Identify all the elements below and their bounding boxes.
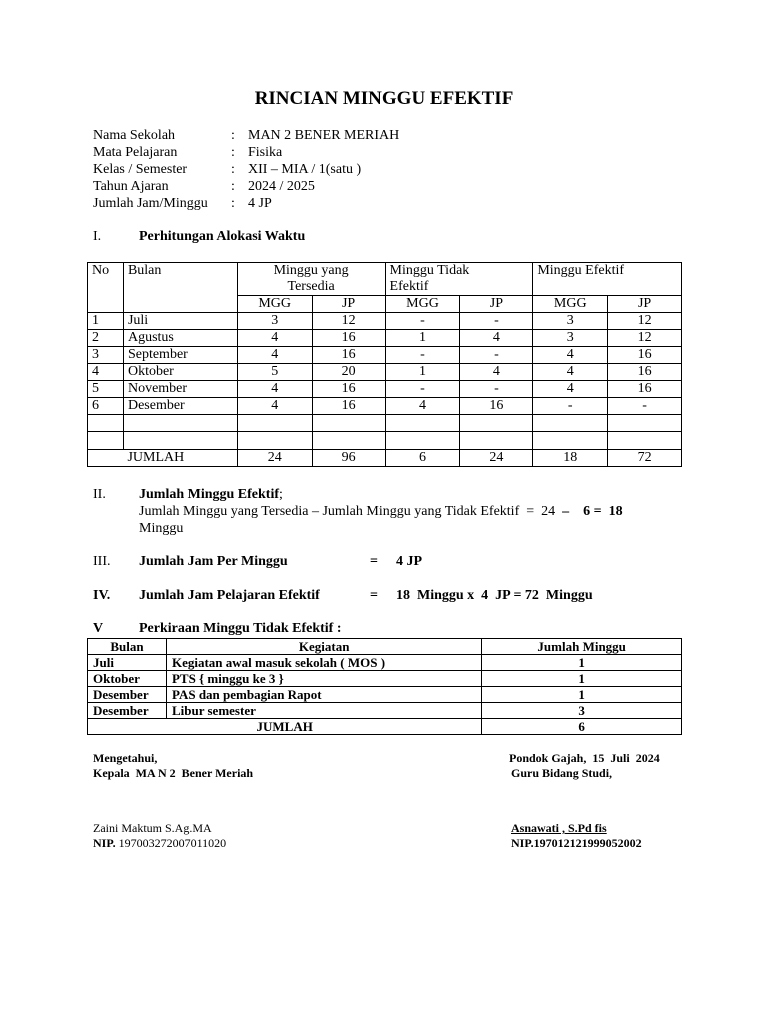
- section-2-number: II.: [93, 487, 106, 502]
- cell-efektif-mgg: 4: [533, 347, 608, 364]
- total-row: [88, 450, 682, 467]
- cell-tersedia-jp: 16: [312, 381, 385, 398]
- table-header-row: [88, 639, 682, 655]
- cell-tersedia-jp: 12: [312, 313, 385, 330]
- header-bulan: Bulan: [123, 263, 237, 313]
- cell-efektif-jp: 12: [608, 330, 682, 347]
- cell-no: 6: [88, 398, 124, 415]
- cell-efektif-jp: -: [608, 398, 682, 415]
- cell-tidak-mgg: 1: [385, 364, 460, 381]
- total-label: JUMLAH: [88, 719, 482, 735]
- header-minggu-tidak-efektif: Minggu Tidak Efektif: [385, 263, 533, 296]
- cell-kegiatan: Libur semester: [166, 703, 481, 719]
- time-allocation-table: [87, 262, 682, 467]
- info-value: MAN 2 BENER MERIAH: [248, 128, 400, 143]
- info-colon: :: [231, 179, 235, 194]
- cell-efektif-jp: 16: [608, 347, 682, 364]
- cell-no: 1: [88, 313, 124, 330]
- cell-no: 4: [88, 364, 124, 381]
- section-1-title: Perhitungan Alokasi Waktu: [139, 229, 306, 244]
- cell-jumlah: 1: [482, 671, 682, 687]
- table-row: [88, 313, 682, 330]
- total-tersedia-mgg: 24: [237, 450, 312, 467]
- cell-tidak-jp: -: [460, 347, 533, 364]
- cell-bulan: Juli: [88, 655, 167, 671]
- info-label: Mata Pelajaran: [93, 145, 178, 160]
- info-label: Jumlah Jam/Minggu: [93, 196, 208, 211]
- non-effective-weeks-table: [87, 638, 682, 735]
- signature-left-acknowledged: Mengetahui,: [93, 751, 158, 765]
- cell-kegiatan: Kegiatan awal masuk sekolah ( MOS ): [166, 655, 481, 671]
- section-3-equals: =: [370, 554, 378, 569]
- section-2-title: Jumlah Minggu Efektif: [139, 487, 280, 502]
- nip-value: 197003272007011020: [115, 836, 227, 850]
- section-5-title: Perkiraan Minggu Tidak Efektif :: [139, 621, 342, 636]
- cell-tersedia-jp: 16: [312, 330, 385, 347]
- total-value: 6: [482, 719, 682, 735]
- info-value: 4 JP: [248, 196, 272, 211]
- cell-efektif-mgg: 4: [533, 364, 608, 381]
- table-row: [88, 703, 682, 719]
- cell-efektif-mgg: 3: [533, 330, 608, 347]
- total-efektif-mgg: 18: [533, 450, 608, 467]
- cell-tersedia-mgg: 4: [237, 330, 312, 347]
- section-2-unit: Minggu: [139, 521, 184, 536]
- section-2-semicolon: ;: [279, 487, 283, 502]
- header-mgg: MGG: [237, 296, 312, 313]
- nip-label: NIP.: [93, 836, 116, 850]
- table-row: [88, 347, 682, 364]
- cell-tidak-mgg: 4: [385, 398, 460, 415]
- section-4-title: Jumlah Jam Pelajaran Efektif: [139, 588, 320, 603]
- section-2-heading: [139, 487, 283, 503]
- info-value: Fisika: [248, 145, 283, 160]
- signature-right-position: Guru Bidang Studi,: [511, 766, 613, 780]
- cell-bulan: Desember: [88, 687, 167, 703]
- section-1-number: I.: [93, 229, 102, 244]
- header-minggu-efektif: Minggu Efektif: [533, 263, 682, 296]
- section-5-number: V: [93, 621, 104, 636]
- cell-efektif-mgg: 4: [533, 381, 608, 398]
- total-tidak-jp: 24: [460, 450, 533, 467]
- section-3-number: III.: [93, 554, 111, 569]
- cell-kegiatan: PTS { minggu ke 3 }: [166, 671, 481, 687]
- cell-jumlah: 1: [482, 687, 682, 703]
- header-jp: JP: [460, 296, 533, 313]
- cell-bulan: Desember: [88, 703, 167, 719]
- cell-tidak-jp: -: [460, 381, 533, 398]
- cell-jumlah: 3: [482, 703, 682, 719]
- cell-tersedia-mgg: 3: [237, 313, 312, 330]
- header-kegiatan: Kegiatan: [166, 639, 481, 655]
- cell-bulan: Agustus: [123, 330, 237, 347]
- info-value: XII – MIA / 1(satu ): [248, 162, 362, 177]
- signature-left-position: Kepala MA N 2 Bener Meriah: [93, 766, 254, 780]
- table-row: [88, 687, 682, 703]
- header-bulan: Bulan: [88, 639, 167, 655]
- cell-bulan: November: [123, 381, 237, 398]
- cell-bulan: Oktober: [88, 671, 167, 687]
- empty-row: [88, 415, 682, 432]
- page-title: RINCIAN MINGGU EFEKTIF: [254, 88, 514, 109]
- section-4-value: 18 Minggu x 4 JP = 72 Minggu: [396, 588, 593, 603]
- empty-row: [88, 432, 682, 450]
- cell-tersedia-mgg: 4: [237, 347, 312, 364]
- section-3-value: 4 JP: [396, 554, 423, 569]
- cell-jumlah: 1: [482, 655, 682, 671]
- section-3-title: Jumlah Jam Per Minggu: [139, 554, 288, 569]
- table-row: [88, 381, 682, 398]
- cell-no: 3: [88, 347, 124, 364]
- header-mgg: MGG: [385, 296, 460, 313]
- signature-right-place-date: Pondok Gajah, 15 Juli 2024: [509, 751, 660, 765]
- table-row: [88, 330, 682, 347]
- cell-tidak-mgg: -: [385, 381, 460, 398]
- cell-tidak-mgg: 1: [385, 330, 460, 347]
- cell-efektif-jp: 12: [608, 313, 682, 330]
- signature-left-nip: [93, 835, 226, 851]
- info-colon: :: [231, 145, 235, 160]
- header-mgg: MGG: [533, 296, 608, 313]
- cell-tidak-jp: 16: [460, 398, 533, 415]
- info-label: Tahun Ajaran: [93, 179, 169, 194]
- section-2-formula-text: Jumlah Minggu yang Tersedia – Jumlah Minggu yang Tidak Efektif = 24: [139, 504, 556, 519]
- info-colon: :: [231, 196, 235, 211]
- section-4-number: IV.: [93, 588, 111, 603]
- total-tersedia-jp: 96: [312, 450, 385, 467]
- header-minggu-tersedia: Minggu yang Tersedia: [237, 263, 385, 296]
- cell-tersedia-mgg: 4: [237, 381, 312, 398]
- cell-tersedia-mgg: 4: [237, 398, 312, 415]
- cell-tersedia-mgg: 5: [237, 364, 312, 381]
- table-row: [88, 398, 682, 415]
- total-row: [88, 719, 682, 735]
- cell-tersedia-jp: 20: [312, 364, 385, 381]
- info-label: Nama Sekolah: [93, 128, 176, 143]
- cell-no: 5: [88, 381, 124, 398]
- info-colon: :: [231, 128, 235, 143]
- table-row: [88, 671, 682, 687]
- total-efektif-jp: 72: [608, 450, 682, 467]
- cell-tidak-jp: 4: [460, 330, 533, 347]
- cell-tidak-mgg: -: [385, 313, 460, 330]
- signature-right-name: Asnawati , S.Pd fis: [511, 821, 607, 835]
- cell-tidak-jp: 4: [460, 364, 533, 381]
- signature-left-name: Zaini Maktum S.Ag.MA: [93, 821, 212, 835]
- section-4-equals: =: [370, 588, 378, 603]
- total-label: JUMLAH: [123, 450, 237, 467]
- table-row: [88, 655, 682, 671]
- info-colon: :: [231, 162, 235, 177]
- cell-efektif-mgg: 3: [533, 313, 608, 330]
- section-2-formula-result: – 6 = 18: [562, 504, 623, 519]
- section-2-formula: [139, 504, 623, 520]
- signature-right-nip: NIP.197012121999052002: [511, 836, 642, 850]
- header-jp: JP: [608, 296, 682, 313]
- cell-efektif-jp: 16: [608, 381, 682, 398]
- header-jumlah-minggu: Jumlah Minggu: [482, 639, 682, 655]
- table-header-row: [88, 263, 682, 296]
- cell-kegiatan: PAS dan pembagian Rapot: [166, 687, 481, 703]
- cell-efektif-jp: 16: [608, 364, 682, 381]
- total-tidak-mgg: 6: [385, 450, 460, 467]
- cell-bulan: September: [123, 347, 237, 364]
- cell-efektif-mgg: -: [533, 398, 608, 415]
- cell-tidak-jp: -: [460, 313, 533, 330]
- table-row: [88, 364, 682, 381]
- cell-no: 2: [88, 330, 124, 347]
- cell-bulan: Juli: [123, 313, 237, 330]
- info-value: 2024 / 2025: [248, 179, 315, 194]
- header-jp: JP: [312, 296, 385, 313]
- cell-bulan: Desember: [123, 398, 237, 415]
- cell-tersedia-jp: 16: [312, 347, 385, 364]
- cell-tersedia-jp: 16: [312, 398, 385, 415]
- cell-tidak-mgg: -: [385, 347, 460, 364]
- header-no: No: [88, 263, 124, 313]
- cell-bulan: Oktober: [123, 364, 237, 381]
- info-label: Kelas / Semester: [93, 162, 188, 177]
